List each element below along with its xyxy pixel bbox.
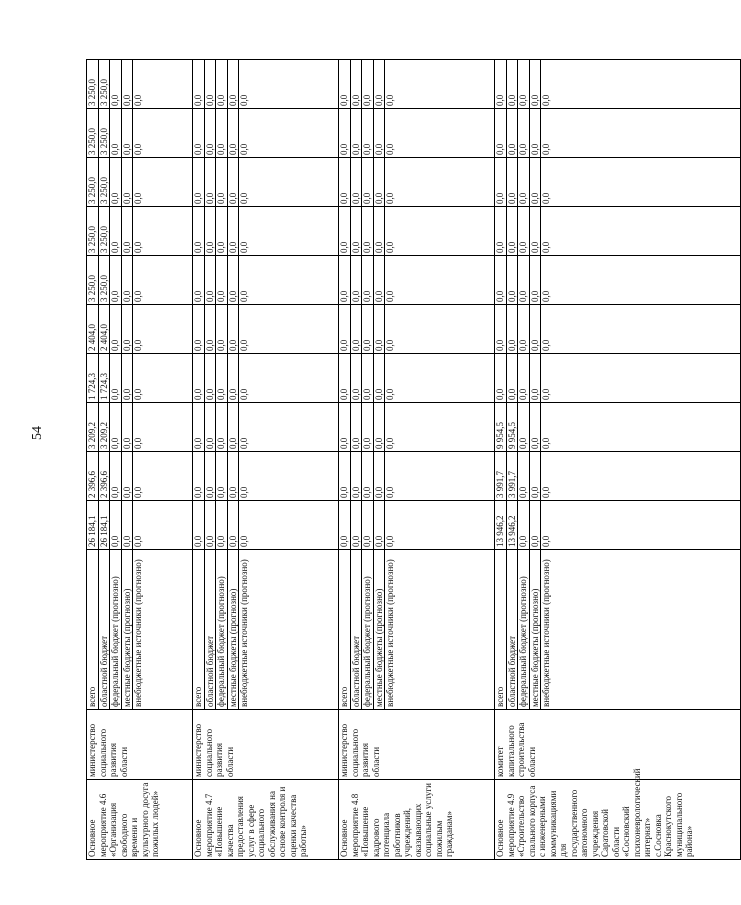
value-cell: 0,0 bbox=[385, 403, 495, 452]
value-cell: 0,0 bbox=[239, 256, 339, 305]
value-cell: 0,0 bbox=[339, 501, 351, 550]
value-cell: 0,0 bbox=[518, 305, 530, 354]
value-cell: 0,0 bbox=[518, 207, 530, 256]
value-cell: 0,0 bbox=[373, 109, 385, 158]
value-cell: 0,0 bbox=[362, 354, 374, 403]
value-cell: 0,0 bbox=[362, 305, 374, 354]
value-cell: 2 396,6 bbox=[98, 452, 110, 501]
value-cell: 0,0 bbox=[362, 60, 374, 109]
value-cell: 0,0 bbox=[518, 501, 530, 550]
value-cell: 0,0 bbox=[121, 158, 133, 207]
value-cell: 0,0 bbox=[110, 207, 122, 256]
value-cell: 3 250,0 bbox=[87, 60, 99, 109]
value-cell: 0,0 bbox=[518, 354, 530, 403]
value-cell: 0,0 bbox=[495, 256, 507, 305]
value-cell: 0,0 bbox=[350, 109, 362, 158]
value-cell: 0,0 bbox=[204, 403, 216, 452]
value-cell: 0,0 bbox=[121, 452, 133, 501]
source-cell: местные бюджеты (прогнозно) bbox=[227, 550, 239, 710]
value-cell: 0,0 bbox=[121, 60, 133, 109]
value-cell: 0,0 bbox=[227, 109, 239, 158]
value-cell: 0,0 bbox=[373, 354, 385, 403]
value-cell: 3 250,0 bbox=[98, 109, 110, 158]
value-cell: 0,0 bbox=[110, 354, 122, 403]
value-cell: 0,0 bbox=[385, 305, 495, 354]
value-cell: 0,0 bbox=[518, 403, 530, 452]
value-cell: 0,0 bbox=[227, 60, 239, 109]
value-cell: 0,0 bbox=[239, 305, 339, 354]
value-cell: 3 250,0 bbox=[98, 158, 110, 207]
value-cell: 0,0 bbox=[204, 452, 216, 501]
value-cell: 0,0 bbox=[121, 305, 133, 354]
source-cell: внебюджетные источники (прогнозно) bbox=[133, 550, 193, 710]
value-cell: 0,0 bbox=[121, 256, 133, 305]
organization-cell: министерство социального развития области bbox=[339, 710, 495, 780]
value-cell: 0,0 bbox=[339, 60, 351, 109]
value-cell: 0,0 bbox=[239, 158, 339, 207]
value-cell: 0,0 bbox=[193, 207, 205, 256]
value-cell: 0,0 bbox=[541, 354, 741, 403]
value-cell: 0,0 bbox=[239, 60, 339, 109]
value-cell: 0,0 bbox=[216, 158, 228, 207]
organization-cell: министерство социального развития области bbox=[87, 710, 193, 780]
value-cell: 0,0 bbox=[339, 109, 351, 158]
value-cell: 0,0 bbox=[204, 354, 216, 403]
value-cell: 0,0 bbox=[133, 60, 193, 109]
table-row bbox=[193, 60, 205, 860]
value-cell: 0,0 bbox=[350, 158, 362, 207]
value-cell: 0,0 bbox=[385, 60, 495, 109]
value-cell: 0,0 bbox=[541, 403, 741, 452]
value-cell: 26 184,1 bbox=[98, 501, 110, 550]
value-cell: 0,0 bbox=[541, 256, 741, 305]
value-cell: 0,0 bbox=[506, 256, 518, 305]
value-cell: 0,0 bbox=[110, 256, 122, 305]
value-cell: 0,0 bbox=[385, 501, 495, 550]
source-cell: внебюджетные источники (прогнозно) bbox=[239, 550, 339, 710]
value-cell: 0,0 bbox=[193, 501, 205, 550]
value-cell: 0,0 bbox=[350, 60, 362, 109]
value-cell: 0,0 bbox=[133, 207, 193, 256]
value-cell: 0,0 bbox=[373, 60, 385, 109]
value-cell: 0,0 bbox=[529, 60, 541, 109]
value-cell: 0,0 bbox=[506, 207, 518, 256]
value-cell: 0,0 bbox=[239, 207, 339, 256]
value-cell: 0,0 bbox=[121, 207, 133, 256]
value-cell: 1 724,3 bbox=[87, 354, 99, 403]
activity-cell: Основное мероприятие 4.9 «Строительство спального корпуса с инженерными коммуникациями для государственного автономного учреждения Саратовской области «Сосновский психоневрологический интернат» с.Сосновка Краснокутского муниципального района» bbox=[495, 780, 741, 860]
value-cell: 3 250,0 bbox=[87, 158, 99, 207]
value-cell: 0,0 bbox=[373, 403, 385, 452]
table-row bbox=[495, 60, 507, 860]
source-cell: областной бюджет bbox=[98, 550, 110, 710]
value-cell: 0,0 bbox=[133, 403, 193, 452]
value-cell: 0,0 bbox=[518, 256, 530, 305]
value-cell: 0,0 bbox=[518, 452, 530, 501]
value-cell: 3 250,0 bbox=[98, 60, 110, 109]
value-cell: 0,0 bbox=[529, 207, 541, 256]
source-cell: федеральный бюджет (прогнозно) bbox=[362, 550, 374, 710]
value-cell: 0,0 bbox=[133, 305, 193, 354]
value-cell: 0,0 bbox=[193, 256, 205, 305]
value-cell: 0,0 bbox=[362, 158, 374, 207]
value-cell: 0,0 bbox=[204, 256, 216, 305]
value-cell: 0,0 bbox=[239, 109, 339, 158]
budget-table bbox=[86, 59, 741, 860]
value-cell: 0,0 bbox=[133, 158, 193, 207]
value-cell: 0,0 bbox=[121, 354, 133, 403]
table-row bbox=[87, 60, 99, 860]
source-cell: областной бюджет bbox=[506, 550, 518, 710]
value-cell: 0,0 bbox=[495, 60, 507, 109]
value-cell: 0,0 bbox=[529, 158, 541, 207]
value-cell: 0,0 bbox=[362, 403, 374, 452]
value-cell: 0,0 bbox=[110, 305, 122, 354]
value-cell: 0,0 bbox=[541, 305, 741, 354]
value-cell: 0,0 bbox=[541, 158, 741, 207]
source-cell: всего bbox=[495, 550, 507, 710]
value-cell: 0,0 bbox=[518, 60, 530, 109]
value-cell: 0,0 bbox=[373, 305, 385, 354]
value-cell: 3 250,0 bbox=[98, 256, 110, 305]
value-cell: 0,0 bbox=[204, 109, 216, 158]
value-cell: 0,0 bbox=[110, 60, 122, 109]
value-cell: 3 250,0 bbox=[87, 109, 99, 158]
value-cell: 0,0 bbox=[495, 109, 507, 158]
value-cell: 0,0 bbox=[339, 354, 351, 403]
value-cell: 3 250,0 bbox=[87, 207, 99, 256]
value-cell: 0,0 bbox=[216, 207, 228, 256]
page-number: 54 bbox=[30, 426, 45, 440]
value-cell: 0,0 bbox=[339, 403, 351, 452]
value-cell: 0,0 bbox=[350, 207, 362, 256]
value-cell: 0,0 bbox=[121, 403, 133, 452]
value-cell: 13 946,2 bbox=[506, 501, 518, 550]
source-cell: местные бюджеты (прогнозно) bbox=[373, 550, 385, 710]
value-cell: 0,0 bbox=[239, 501, 339, 550]
value-cell: 0,0 bbox=[339, 158, 351, 207]
value-cell: 0,0 bbox=[133, 452, 193, 501]
value-cell: 0,0 bbox=[239, 354, 339, 403]
activity-cell: Основное мероприятие 4.7 «Повышение качества предоставления услуг в сфере социального обслуживания на основе контроля и оценки качества работы» bbox=[193, 780, 339, 860]
value-cell: 0,0 bbox=[216, 501, 228, 550]
value-cell: 0,0 bbox=[239, 403, 339, 452]
source-cell: федеральный бюджет (прогнозно) bbox=[110, 550, 122, 710]
value-cell: 0,0 bbox=[385, 158, 495, 207]
value-cell: 3 991,7 bbox=[495, 452, 507, 501]
value-cell: 2 404,0 bbox=[87, 305, 99, 354]
value-cell: 0,0 bbox=[529, 452, 541, 501]
value-cell: 0,0 bbox=[216, 452, 228, 501]
value-cell: 0,0 bbox=[110, 403, 122, 452]
value-cell: 0,0 bbox=[506, 354, 518, 403]
value-cell: 0,0 bbox=[362, 207, 374, 256]
source-cell: областной бюджет bbox=[204, 550, 216, 710]
value-cell: 0,0 bbox=[529, 501, 541, 550]
value-cell: 0,0 bbox=[110, 501, 122, 550]
value-cell: 0,0 bbox=[216, 109, 228, 158]
value-cell: 0,0 bbox=[227, 256, 239, 305]
source-cell: местные бюджеты (прогнозно) bbox=[121, 550, 133, 710]
value-cell: 0,0 bbox=[110, 452, 122, 501]
activity-cell: Основное мероприятие 4.6 «Организация свободного времени и культурного досуга пожилых людей» bbox=[87, 780, 193, 860]
value-cell: 0,0 bbox=[193, 354, 205, 403]
value-cell: 13 946,2 bbox=[495, 501, 507, 550]
source-cell: внебюджетные источники (прогнозно) bbox=[385, 550, 495, 710]
value-cell: 0,0 bbox=[385, 207, 495, 256]
value-cell: 0,0 bbox=[227, 158, 239, 207]
value-cell: 0,0 bbox=[350, 305, 362, 354]
table-row bbox=[339, 60, 351, 860]
value-cell: 3 209,2 bbox=[98, 403, 110, 452]
value-cell: 0,0 bbox=[541, 207, 741, 256]
value-cell: 1 724,3 bbox=[98, 354, 110, 403]
value-cell: 0,0 bbox=[506, 158, 518, 207]
value-cell: 0,0 bbox=[506, 305, 518, 354]
value-cell: 0,0 bbox=[495, 207, 507, 256]
value-cell: 0,0 bbox=[227, 305, 239, 354]
value-cell: 0,0 bbox=[518, 109, 530, 158]
source-cell: всего bbox=[339, 550, 351, 710]
source-cell: федеральный бюджет (прогнозно) bbox=[518, 550, 530, 710]
source-cell: местные бюджеты (прогнозно) bbox=[529, 550, 541, 710]
value-cell: 0,0 bbox=[541, 452, 741, 501]
value-cell: 0,0 bbox=[133, 256, 193, 305]
value-cell: 0,0 bbox=[385, 354, 495, 403]
value-cell: 0,0 bbox=[339, 305, 351, 354]
value-cell: 0,0 bbox=[373, 452, 385, 501]
value-cell: 0,0 bbox=[110, 109, 122, 158]
value-cell: 0,0 bbox=[529, 109, 541, 158]
value-cell: 0,0 bbox=[385, 452, 495, 501]
value-cell: 0,0 bbox=[193, 403, 205, 452]
value-cell: 0,0 bbox=[385, 256, 495, 305]
value-cell: 0,0 bbox=[339, 452, 351, 501]
value-cell: 0,0 bbox=[216, 256, 228, 305]
organization-cell: комитет капитального строительства области bbox=[495, 710, 741, 780]
value-cell: 0,0 bbox=[227, 403, 239, 452]
value-cell: 3 991,7 bbox=[506, 452, 518, 501]
value-cell: 0,0 bbox=[385, 109, 495, 158]
value-cell: 2 396,6 bbox=[87, 452, 99, 501]
value-cell: 0,0 bbox=[227, 452, 239, 501]
value-cell: 0,0 bbox=[350, 452, 362, 501]
source-cell: областной бюджет bbox=[350, 550, 362, 710]
value-cell: 0,0 bbox=[350, 354, 362, 403]
value-cell: 0,0 bbox=[133, 501, 193, 550]
value-cell: 26 184,1 bbox=[87, 501, 99, 550]
value-cell: 0,0 bbox=[121, 501, 133, 550]
value-cell: 0,0 bbox=[350, 256, 362, 305]
value-cell: 0,0 bbox=[339, 207, 351, 256]
value-cell: 0,0 bbox=[133, 354, 193, 403]
activity-cell: Основное мероприятие 4.8 «Повышение кадрового потенциала работников учреждений, оказывающих социальные услуги пожилым гражданам» bbox=[339, 780, 495, 860]
value-cell: 0,0 bbox=[193, 305, 205, 354]
value-cell: 0,0 bbox=[216, 403, 228, 452]
value-cell: 0,0 bbox=[204, 501, 216, 550]
value-cell: 2 404,0 bbox=[98, 305, 110, 354]
value-cell: 0,0 bbox=[204, 158, 216, 207]
value-cell: 0,0 bbox=[529, 256, 541, 305]
value-cell: 0,0 bbox=[216, 60, 228, 109]
value-cell: 0,0 bbox=[541, 60, 741, 109]
value-cell: 0,0 bbox=[362, 256, 374, 305]
value-cell: 0,0 bbox=[529, 354, 541, 403]
value-cell: 0,0 bbox=[495, 158, 507, 207]
value-cell: 0,0 bbox=[518, 158, 530, 207]
organization-cell: министерство социального развития области bbox=[193, 710, 339, 780]
rotated-table-wrapper bbox=[86, 60, 694, 860]
value-cell: 0,0 bbox=[506, 109, 518, 158]
value-cell: 0,0 bbox=[373, 158, 385, 207]
value-cell: 0,0 bbox=[339, 256, 351, 305]
value-cell: 0,0 bbox=[541, 109, 741, 158]
source-cell: всего bbox=[87, 550, 99, 710]
value-cell: 0,0 bbox=[350, 501, 362, 550]
value-cell: 0,0 bbox=[373, 256, 385, 305]
value-cell: 0,0 bbox=[227, 354, 239, 403]
value-cell: 0,0 bbox=[373, 501, 385, 550]
value-cell: 0,0 bbox=[193, 158, 205, 207]
value-cell: 0,0 bbox=[110, 158, 122, 207]
value-cell: 0,0 bbox=[495, 354, 507, 403]
value-cell: 0,0 bbox=[373, 207, 385, 256]
value-cell: 0,0 bbox=[529, 403, 541, 452]
source-cell: внебюджетные источники (прогнозно) bbox=[541, 550, 741, 710]
value-cell: 0,0 bbox=[204, 305, 216, 354]
value-cell: 0,0 bbox=[204, 60, 216, 109]
value-cell: 0,0 bbox=[121, 109, 133, 158]
value-cell: 3 209,2 bbox=[87, 403, 99, 452]
value-cell: 0,0 bbox=[193, 452, 205, 501]
value-cell: 9 954,5 bbox=[506, 403, 518, 452]
value-cell: 0,0 bbox=[362, 501, 374, 550]
value-cell: 0,0 bbox=[495, 305, 507, 354]
value-cell: 0,0 bbox=[204, 207, 216, 256]
value-cell: 0,0 bbox=[506, 60, 518, 109]
value-cell: 0,0 bbox=[362, 452, 374, 501]
value-cell: 0,0 bbox=[541, 501, 741, 550]
value-cell: 0,0 bbox=[193, 60, 205, 109]
value-cell: 0,0 bbox=[529, 305, 541, 354]
value-cell: 3 250,0 bbox=[87, 256, 99, 305]
value-cell: 0,0 bbox=[239, 452, 339, 501]
source-cell: федеральный бюджет (прогнозно) bbox=[216, 550, 228, 710]
value-cell: 0,0 bbox=[216, 354, 228, 403]
value-cell: 0,0 bbox=[362, 109, 374, 158]
value-cell: 0,0 bbox=[227, 501, 239, 550]
value-cell: 9 954,5 bbox=[495, 403, 507, 452]
value-cell: 0,0 bbox=[133, 109, 193, 158]
value-cell: 0,0 bbox=[350, 403, 362, 452]
source-cell: всего bbox=[193, 550, 205, 710]
value-cell: 0,0 bbox=[216, 305, 228, 354]
value-cell: 0,0 bbox=[227, 207, 239, 256]
value-cell: 0,0 bbox=[193, 109, 205, 158]
value-cell: 3 250,0 bbox=[98, 207, 110, 256]
